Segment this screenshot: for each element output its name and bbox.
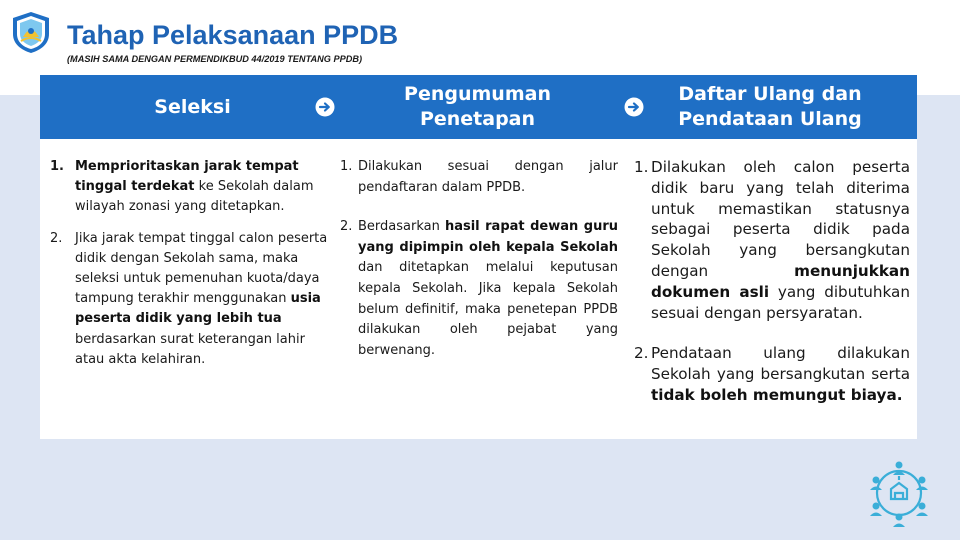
emphasis-text: usia peserta didik yang lebih tua [75,291,321,327]
column-pengumuman-penetapan [340,157,618,380]
list-item-number: 2. [634,344,649,363]
stage-table [40,75,917,439]
header-seleksi: Seleksi [154,95,231,118]
list-item [340,217,618,361]
column-daftar-ulang [634,157,910,426]
stage-header [40,75,917,139]
page-subtitle: (MASIH SAMA DENGAN PERMENDIKBUD 44/2019 TENTANG PPDB) [67,54,363,64]
emphasis-text: hasil rapat dewan guru yang dipimpin oleh kepala Sekolah [358,219,618,255]
body-text: yang dibutuhkan sesuai dengan persyaratan. [651,282,910,322]
body-text: berdasarkan surat keterangan lahir atau akta kelahiran. [75,331,305,367]
body-text: Dilakukan oleh calon peserta didik baru yang telah diterima untuk memastikan statusnya sebagai peserta didik pada Sekolah yang bersangkutan dengan [651,158,910,280]
list-item-number: 1. [50,159,64,174]
body-text: Pendataan ulang dilakukan Sekolah yang bersangkutan serta [651,344,910,384]
arrow-right-circle-icon [315,97,335,117]
list-item-number: 1. [340,159,353,174]
column-seleksi [50,157,335,381]
stage-list [634,157,910,406]
emphasis-text: tidak boleh memungut biaya. [651,385,903,404]
list-item [634,157,910,323]
header-daftar-ulang: Daftar Ulang dan Pendataan Ulang [678,83,862,130]
list-item [340,157,618,198]
header-pengumuman-penetapan: Pengumuman Penetapan [404,83,551,130]
list-item-number: 2. [50,230,63,246]
school-network-icon [864,458,934,528]
list-item-number: 2. [340,219,353,235]
emphasis-text: menunjukkan dokumen asli [651,261,910,301]
list-item [50,229,335,370]
page-title: Tahap Pelaksanaan PPDB [67,20,399,50]
body-text: Berdasarkan [358,219,445,235]
stage-list [340,157,618,361]
body-text: Dilakukan sesuai dengan jalur pendaftaran dalam PPDB. [358,159,618,195]
list-item-number: 1. [634,158,649,176]
list-item [50,157,335,218]
emphasis-text: Memprioritaskan jarak tempat tinggal terdekat [75,159,299,195]
body-text: Jika jarak tempat tinggal calon peserta didik dengan Sekolah sama, maka seleksi untuk pemenuhan kuota/daya tampung terakhir menggunakan [75,230,328,307]
list-item [634,343,910,405]
tut-wuri-handayani-logo [9,10,53,54]
body-text: ke Sekolah dalam wilayah zonasi yang ditetapkan. [75,179,314,215]
body-text: dan ditetapkan melalui keputusan kepala Sekolah. Jika kepala Sekolah belum definitif, maka penetepan PPDB dilakukan oleh pejabat yang berwenang. [358,260,618,358]
stage-list [50,157,335,370]
